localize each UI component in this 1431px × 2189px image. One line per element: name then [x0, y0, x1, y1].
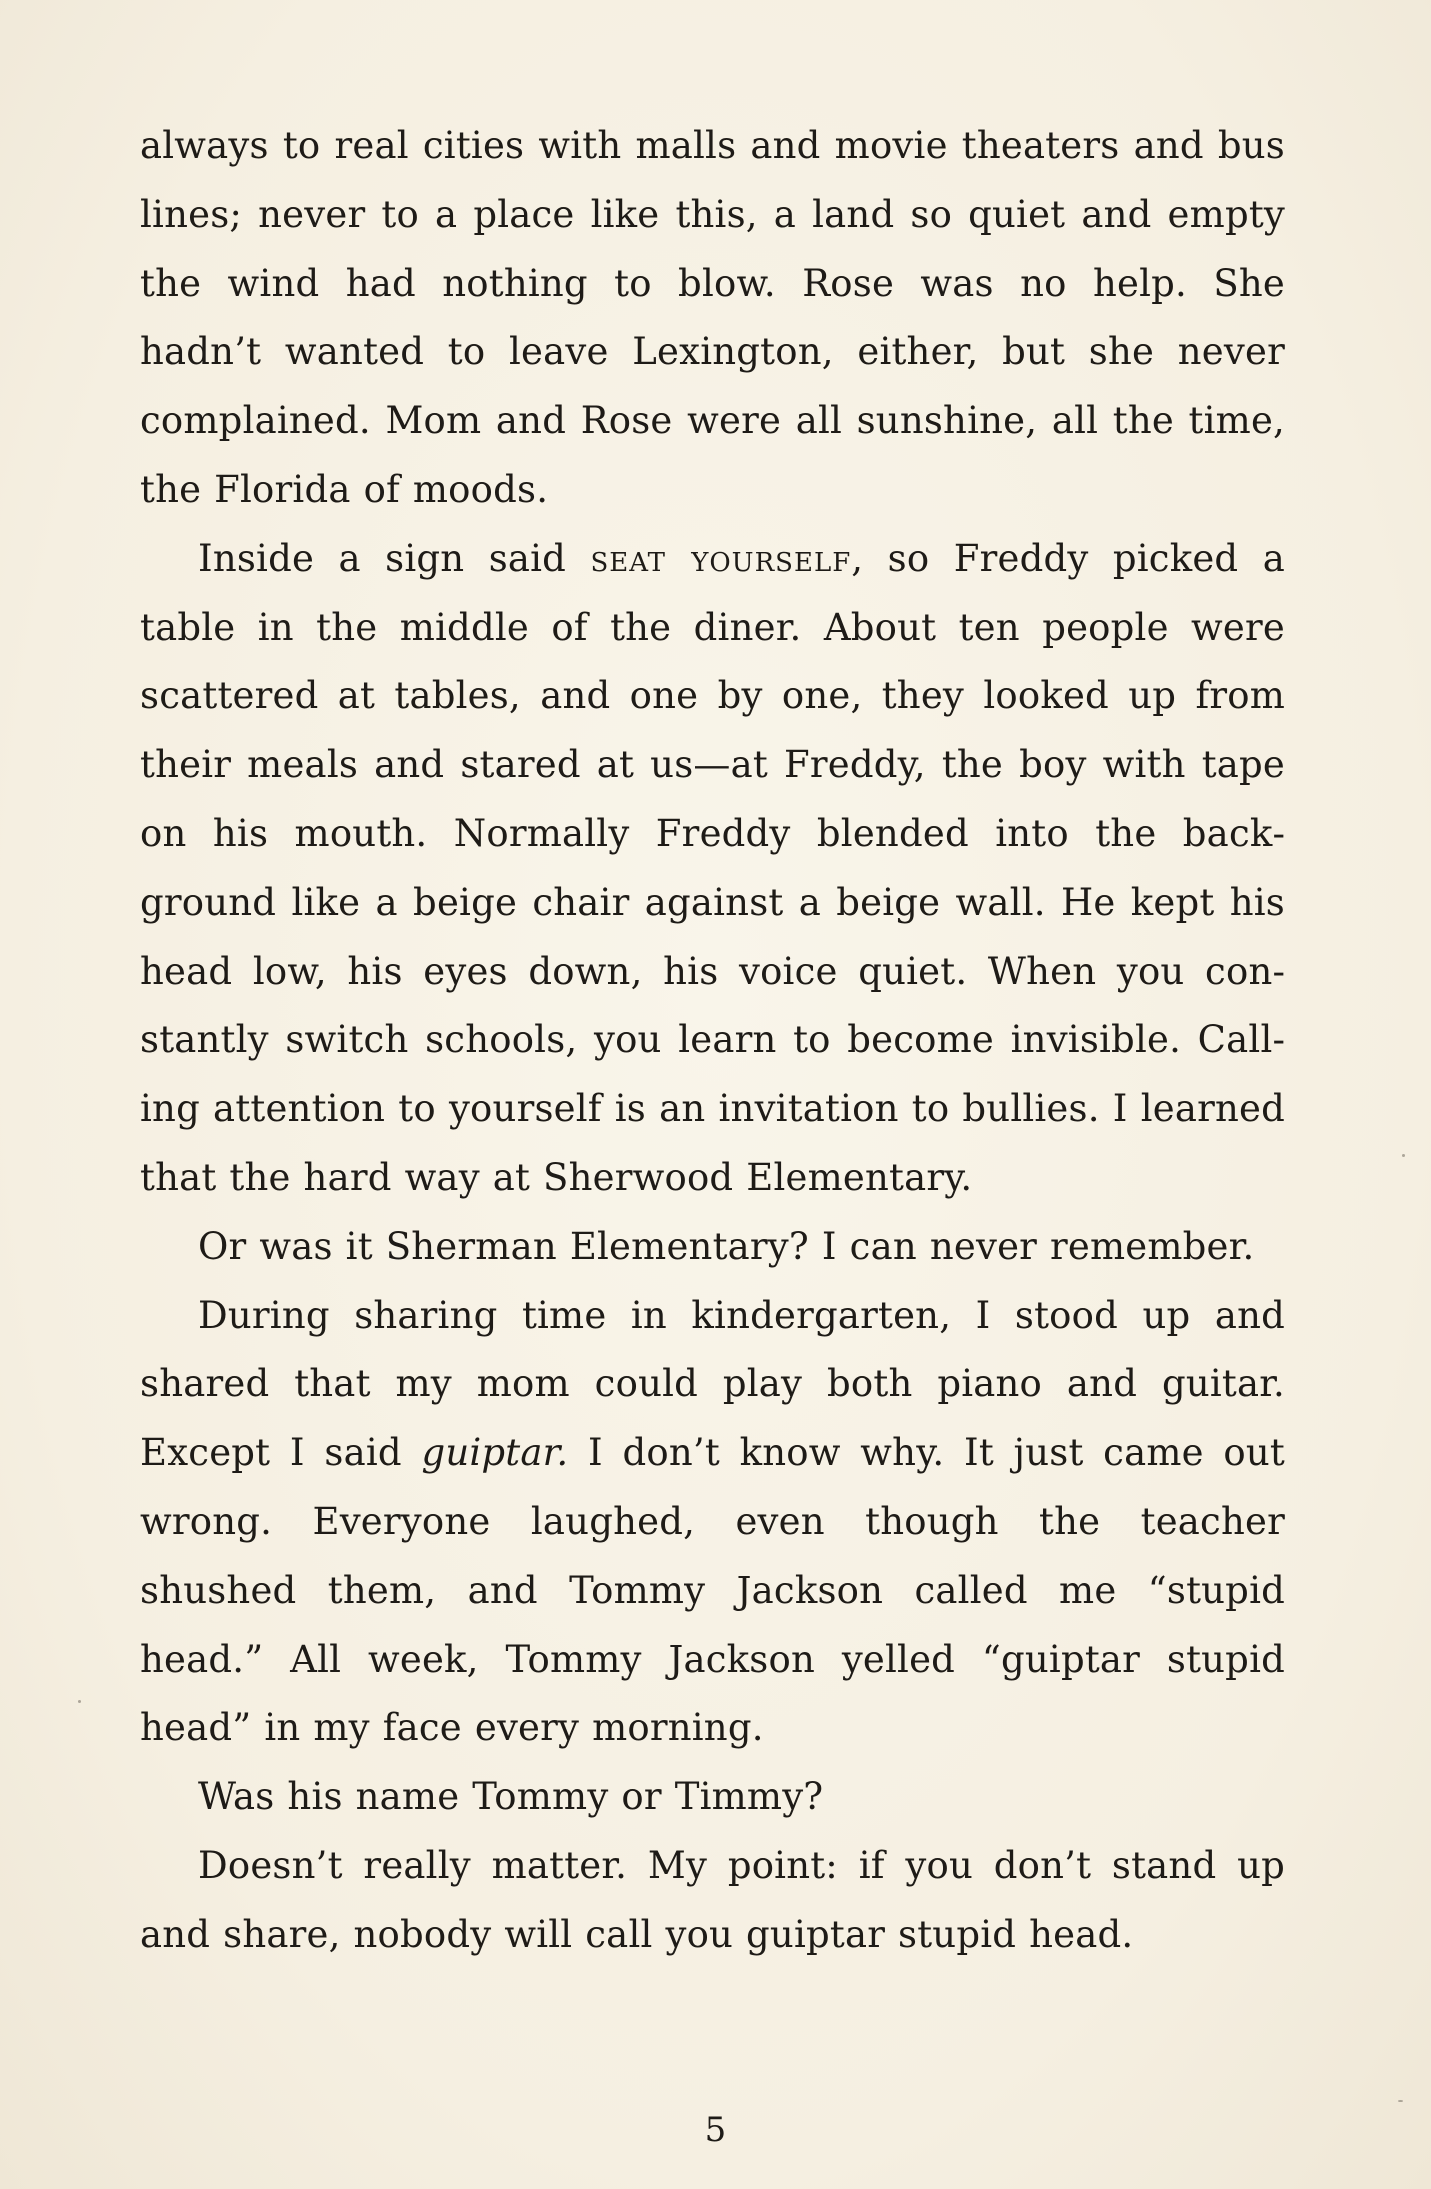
paragraph-6-text: Doesn’t really matter. My point: if you don’t stand up and share, nobody will call you guiptar stupid head. — [140, 1843, 1285, 1956]
paragraph-2-text-before: Inside a sign said — [198, 536, 591, 580]
paragraph-5 — [140, 1763, 1285, 1832]
body-text — [140, 112, 1285, 1970]
paper-speck — [1398, 2100, 1403, 2102]
paragraph-4 — [140, 1282, 1285, 1764]
paragraph-5-text: Was his name Tommy or Timmy? — [198, 1775, 824, 1819]
paragraph-1-text: always to real cities with malls and movie theaters and bus lines; never to a place like this, a land so quiet and empty the wind had nothing to blow. Rose was no help. She hadn’t wanted to leave Lexington, either, but she never complained. Mom and Rose were all sunshine, all the time, the Florida of moods. — [140, 124, 1285, 511]
paragraph-2-text-after: , so Freddy picked a table in the middle of the diner. About ten people were scattered at tables, and one by one, they looked up from their meals and stared at us—at Freddy, the boy with tape on his mouth. Normally Freddy blended into the background like a beige chair against a beige wall. He kept his head low, his eyes down, his voice quiet. When you constantly switch schools, you learn to become invisible. Calling attention to yourself is an invitation to bullies. I learned that the hard way at Sherwood Elementary. — [140, 536, 1285, 1199]
page-number: 5 — [704, 2110, 727, 2150]
paragraph-1 — [140, 112, 1285, 525]
paragraph-3 — [140, 1213, 1285, 1282]
paragraph-4-text-after: I don’t know why. It just came out wrong. Everyone laughed, even though the teacher shushed them, and Tommy Jackson called me “stupid head.” All week, Tommy Jackson yelled “guiptar stupid head” in my face every morning. — [140, 1431, 1285, 1750]
guiptar-emphasis: guiptar. — [421, 1431, 569, 1475]
seat-yourself-sign: seat yourself — [590, 536, 852, 580]
paragraph-4-text-before: During sharing time in kindergarten, I stood up and shared that my mom could play both piano and guitar. Except I said — [140, 1293, 1285, 1475]
paper-speck — [78, 1700, 81, 1703]
paragraph-2 — [140, 525, 1285, 1213]
paragraph-6 — [140, 1832, 1285, 1970]
paragraph-3-text: Or was it Sherman Elementary? I can never remember. — [198, 1224, 1255, 1268]
paper-speck — [1402, 1154, 1405, 1157]
